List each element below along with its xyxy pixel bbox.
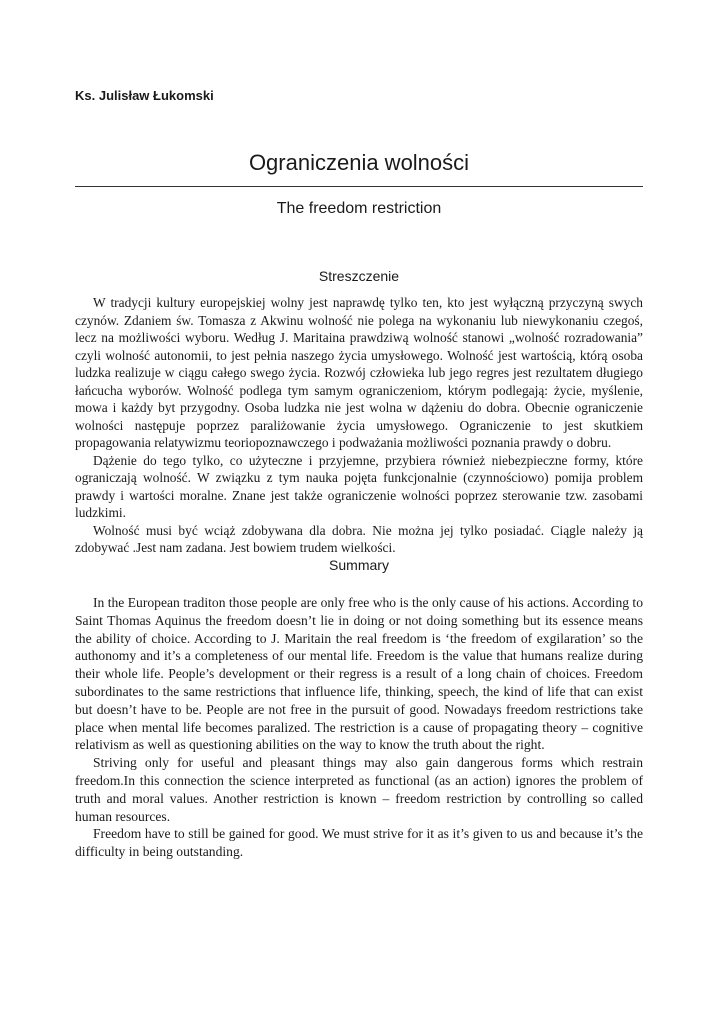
- abstract-paragraph: Dążenie do tego tylko, co użyteczne i przyjemne, przybiera również niebezpieczne formy, które ograniczają wolność. W związku z tym nauka pojęta funkcjonalnie (czynnościowo) pomija problem prawdy i wartości moralne. Znane jest także ograniczenie wolności poprzez sterowanie tzw. zasobami ludzkimi.: [75, 452, 643, 520]
- author-name: Ks. Julisław Łukomski: [75, 88, 214, 103]
- abstract-body: [75, 294, 643, 557]
- abstract-paragraph: W tradycji kultury europejskiej wolny jest naprawdę tylko ten, kto jest wyłączną przyczyną swych czynów. Zdaniem św. Tomasza z Akwinu wolność nie polega na wykonaniu lub niewykonaniu czegoś, lecz na możliwości wyboru. Według J. Maritaina prawdziwą wolność stanowi „wolność rozradowania” czyli wolność autonomii, to jest pełnia naszego życia umysłowego. Wolność jest wartością, którą osoba ludzka realizuje w ciągu całego swego życia. Rozwój człowieka lub jego regres jest rezultatem długiego łańcucha wyborów. Wolność podlega tym samym ograniczeniom, którym podlegają: życie, myślenie, mowa i każdy byt przygodny. Osoba ludzka nie jest wolna w dążeniu do dobra. Obecnie ograniczenie wolności następuje poprzez paraliżowanie życia umysłowego. Ograniczenie to jest skutkiem propagowania relatywizmu teoriopoznawczego i podważania możliwości poznania prawdy o dobru.: [75, 295, 643, 450]
- abstract-heading: Streszczenie: [318, 268, 400, 284]
- article-subtitle: The freedom restriction: [276, 200, 442, 217]
- summary-paragraph: Freedom have to still be gained for good. We must strive for it as it’s given to us and because it’s the difficulty in being outstanding.: [75, 826, 643, 860]
- title-divider: [75, 186, 643, 187]
- summary-body: [75, 594, 643, 861]
- summary-paragraph: In the European traditon those people are only free who is the only cause of his actions. According to Saint Thomas Aquinus the freedom doesn’t lie in doing or not doing something but its essence means the ability of choice. According to J. Maritain the real freedom is ‘the freedom of exgilaration’ so the authonomy and it’s a completeness of our mental life. Freedom is the value that humans realize during their whole life. People’s development or their regress is a result of a long chain of choices. Freedom subordinates to the same restrictions that influence life, thinking, speech, the kind of life that can exist but doesn’t have to be. People are not free in the pursuit of good. Nowadays freedom restrictions take place when mental life becomes paralized. The restriction is a cause of propagating theory – cognitive relativism as well as questioning abilities on the way to know the truth about the right.: [75, 595, 644, 753]
- abstract-paragraph: Wolność musi być wciąż zdobywana dla dobra. Nie można jej tylko posiadać. Ciągle należy ją zdobywać .Jest nam zadana. Jest bowiem trudem wielkości.: [75, 522, 643, 555]
- summary-paragraph: Striving only for useful and pleasant things may also gain dangerous forms which restrain freedom.In this connection the science interpreted as functional (as an action) ignores the problem of truth and moral values. Another restriction is known – freedom restriction by controlling so called human resources.: [75, 755, 643, 824]
- summary-heading: Summary: [329, 557, 389, 573]
- article-title: Ograniczenia wolności: [248, 150, 470, 175]
